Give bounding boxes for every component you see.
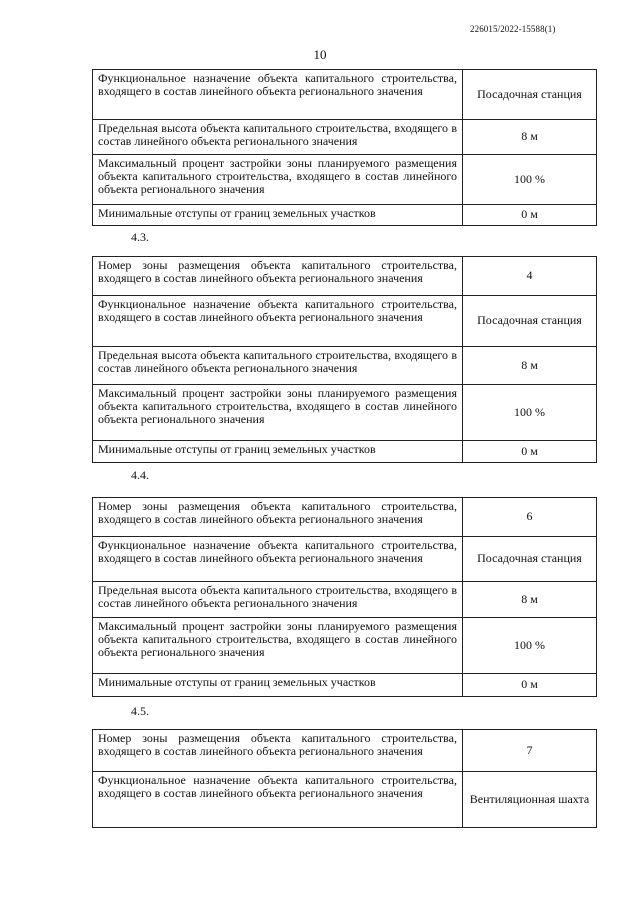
table-row	[93, 70, 597, 120]
row-label: Функциональное назначение объекта капитального строительства, входящего в состав линейного объекта регионального значения	[93, 537, 463, 582]
row-label: Максимальный процент застройки зоны планируемого размещения объекта капитального строительства, входящего в состав линейного объекта регионального значения	[93, 385, 463, 441]
section-number: 4.5.	[131, 704, 149, 718]
table-row	[93, 618, 597, 674]
row-value: Посадочная станция	[463, 296, 597, 347]
row-label: Минимальные отступы от границ земельных участков	[93, 205, 463, 226]
section-number: 4.4.	[131, 468, 149, 482]
row-value: 8 м	[463, 582, 597, 618]
parameters-table-2	[92, 256, 597, 463]
parameters-table-1	[92, 69, 597, 226]
table-row	[93, 296, 597, 347]
parameters-table-3	[92, 497, 597, 697]
row-label: Номер зоны размещения объекта капитального строительства, входящего в состав линейного объекта регионального значения	[93, 498, 463, 537]
row-value: 6	[463, 498, 597, 537]
row-value: 0 м	[463, 441, 597, 463]
row-label: Функциональное назначение объекта капитального строительства, входящего в состав линейного объекта регионального значения	[93, 296, 463, 347]
table-row	[93, 498, 597, 537]
row-label: Максимальный процент застройки зоны планируемого размещения объекта капитального строительства, входящего в состав линейного объекта регионального значения	[93, 155, 463, 205]
row-value: Вентиляционная шахта	[463, 772, 597, 828]
table-row	[93, 205, 597, 226]
document-id: 226015/2022-15588(1)	[470, 24, 556, 34]
row-label: Предельная высота объекта капитального строительства, входящего в состав линейного объекта регионального значения	[93, 347, 463, 385]
row-value: 100 %	[463, 155, 597, 205]
row-label: Номер зоны размещения объекта капитального строительства, входящего в состав линейного объекта регионального значения	[93, 257, 463, 296]
row-value: 0 м	[463, 674, 597, 697]
table-row	[93, 582, 597, 618]
table-row	[93, 257, 597, 296]
table-row	[93, 730, 597, 772]
table-row	[93, 347, 597, 385]
section-number: 4.3.	[131, 230, 149, 244]
table-row	[93, 120, 597, 155]
table-row	[93, 772, 597, 828]
table-row	[93, 385, 597, 441]
row-value: 0 м	[463, 205, 597, 226]
page-number: 10	[313, 47, 327, 62]
row-value: Посадочная станция	[463, 537, 597, 582]
row-label: Предельная высота объекта капитального строительства, входящего в состав линейного объекта регионального значения	[93, 582, 463, 618]
table-row	[93, 674, 597, 697]
parameters-table-4	[92, 729, 597, 828]
row-value: 8 м	[463, 120, 597, 155]
row-value: 4	[463, 257, 597, 296]
row-label: Предельная высота объекта капитального строительства, входящего в состав линейного объекта регионального значения	[93, 120, 463, 155]
table-row	[93, 537, 597, 582]
row-label: Максимальный процент застройки зоны планируемого размещения объекта капитального строительства, входящего в состав линейного объекта регионального значения	[93, 618, 463, 674]
row-label: Минимальные отступы от границ земельных участков	[93, 441, 463, 463]
row-value: Посадочная станция	[463, 70, 597, 120]
row-label: Номер зоны размещения объекта капитального строительства, входящего в состав линейного объекта регионального значения	[93, 730, 463, 772]
row-value: 100 %	[463, 618, 597, 674]
row-label: Функциональное назначение объекта капитального строительства, входящего в состав линейного объекта регионального значения	[93, 70, 463, 120]
table-row	[93, 155, 597, 205]
table-row	[93, 441, 597, 463]
row-value: 100 %	[463, 385, 597, 441]
row-label: Минимальные отступы от границ земельных участков	[93, 674, 463, 697]
row-label: Функциональное назначение объекта капитального строительства, входящего в состав линейного объекта регионального значения	[93, 772, 463, 828]
row-value: 8 м	[463, 347, 597, 385]
row-value: 7	[463, 730, 597, 772]
